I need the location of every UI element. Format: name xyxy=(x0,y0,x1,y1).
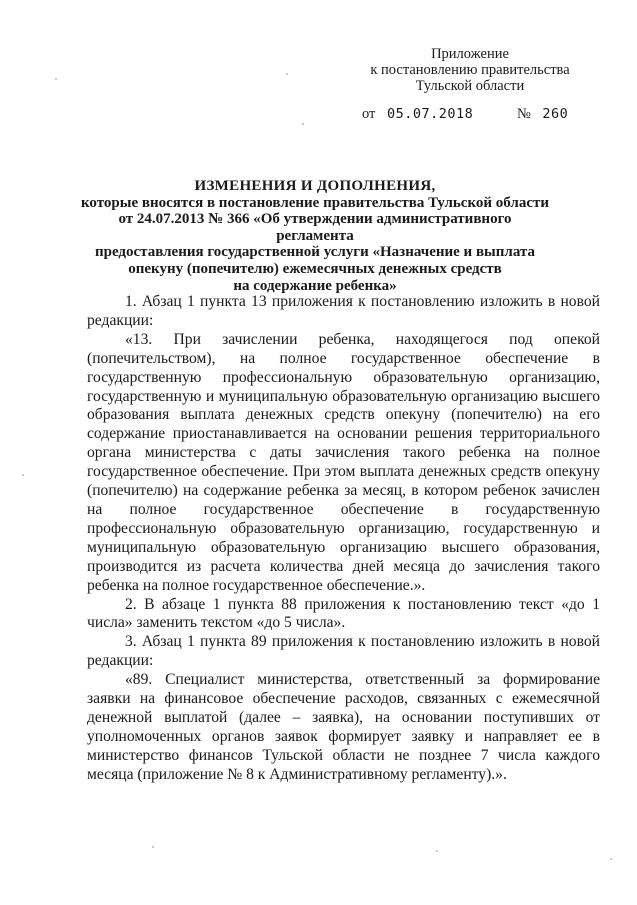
number-label: № xyxy=(516,106,531,122)
date-from-label: от xyxy=(362,106,376,122)
paragraph-1: 1. Абзац 1 пункта 13 приложения к постановлению изложить в новой редакции: xyxy=(87,293,600,329)
document-title-line2: от 24.07.2013 № 366 «Об утверждении административного регламента xyxy=(118,211,512,244)
paragraph-2: «13. При зачислении ребенка, находящегося под опекой (попечительством), на полное государственное обеспечение в государственную профессиональную образовательную организацию, государственную и муниципальную образовательную организацию высшего образования выплата денежных средств опекуну (попечителю) на его содержание приостанавливается на основании решения территориального органа министерства с даты зачисления такого ребенка на полное государственное обеспечение. При этом выплата денежных средств опекуну (попечителю) на содержание ребенка за месяц, в котором ребенок зачислен на полное государственное обеспечение в государственную профессиональную образовательную организацию, государственную и муниципальную образовательную организацию высшего образования, производится из расчета количества дней месяца до зачисления такого ребенка на полное государственное обеспечение.». xyxy=(87,330,600,594)
document-title-line3: предоставления государственной услуги «Назначение и выплата xyxy=(94,244,535,261)
resolution-number: 260 xyxy=(542,106,569,122)
scan-speck xyxy=(302,123,304,125)
document-title-line1: которые вносятся в постановление правительства Тульской области xyxy=(80,194,550,211)
document-title-line4: опекуну (попечителю) ежемесячных денежных средств xyxy=(128,260,502,277)
scan-speck xyxy=(436,850,438,852)
document-body xyxy=(87,293,600,785)
scan-speck xyxy=(55,78,57,80)
scan-speck xyxy=(286,73,288,75)
document-title-main: ИЗМЕНЕНИЯ И ДОПОЛНЕНИЯ, xyxy=(194,178,436,194)
appendix-header-line1: Приложение xyxy=(431,46,509,62)
scan-speck xyxy=(152,846,154,848)
appendix-header-line2: к постановлению правительства xyxy=(370,62,570,78)
document-title-line5: на содержание ребенка» xyxy=(233,277,397,294)
appendix-header xyxy=(350,46,590,94)
appendix-header-line3: Тульской области xyxy=(415,78,525,94)
paragraph-5: «89. Специалист министерства, ответственный за формирование заявки на финансовое обеспечение расходов, связанных с ежемесячной денежной выплатой (далее – заявка), на основании поступивших от уполномоченных органов заявок формирует заявку и направляет ее в министерство финансов Тульской области не позднее 7 числа каждого месяца (приложение № 8 к Административному регламенту).». xyxy=(87,671,600,783)
resolution-date: 05.07.2018 xyxy=(387,106,474,122)
document-title xyxy=(80,178,550,294)
paragraph-4: 3. Абзац 1 пункта 89 приложения к постановлению изложить в новой редакции: xyxy=(87,633,600,670)
scan-speck xyxy=(610,858,612,860)
scan-speck xyxy=(22,474,24,476)
paragraph-3: 2. В абзаце 1 пункта 88 приложения к постановлению текст «до 1 числа» заменить текстом «до 5 числа». xyxy=(87,595,600,632)
resolution-dateline xyxy=(362,106,568,123)
